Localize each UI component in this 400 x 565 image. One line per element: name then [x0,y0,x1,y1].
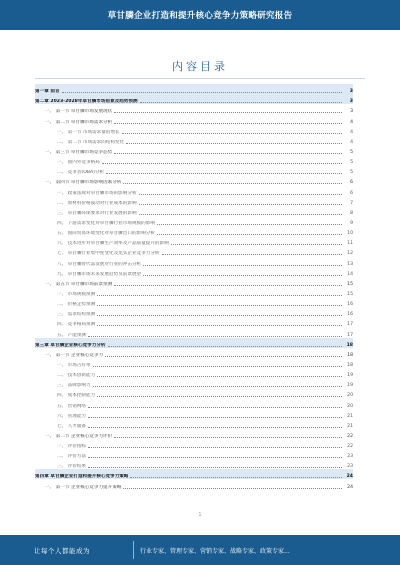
toc-leader-dots [123,183,342,184]
toc-entry-page: 3 [350,109,353,115]
toc-entry-page: 21 [347,423,353,429]
toc-entry-page: 4 [350,129,353,135]
toc-entry[interactable] [35,84,353,94]
toc-entry-title: 第四章 草甘膦企业打造和提升核心竞争力策略 [35,474,129,480]
toc-entry-title: 七、 草甘膦行业集中度变化及龙头企业竞争力分析 [57,251,160,257]
toc-entry[interactable] [35,125,353,135]
toc-entry-title: 一、 第四节 草甘膦市场影响因素分析 [45,180,122,186]
footer-tagline: 行业专家、管理专家、营销专家、战略专家、政策专家... [140,548,290,555]
toc-entry[interactable] [35,358,353,368]
toc-entry-title: 二、 评价方法 [57,454,87,460]
toc-entry-page: 22 [347,433,353,439]
toc-entry-page: 17 [347,322,353,328]
toc-entry-page: 5 [350,160,353,166]
toc-entry[interactable] [35,338,353,348]
toc-entry-title: 二、 第二节 市场需求的结构变化 [57,139,125,145]
toc-entry-title: 二、 原材料价格波动对行业成本的影响 [57,200,137,206]
toc-entry[interactable] [35,145,353,155]
toc-entry-title: 一、 国内外竞争格局 [57,160,100,166]
toc-entry-title: 八、 草甘膦替代品发展对行业的冲击分析 [57,261,142,267]
toc-leader-dots [143,275,342,276]
toc-entry-title: 一、 政策法规对草甘膦市场的影响分析 [57,190,137,196]
toc-leader-dots [171,244,342,245]
toc-entry[interactable] [35,206,353,216]
toc-entry-title: 六、 技术进步对草甘膦生产效率及产品质量提升的影响 [57,241,169,247]
toc-entry[interactable] [35,317,353,327]
toc-leader-dots [114,285,342,286]
toc-entry-page: 5 [350,170,353,176]
toc-entry-page: 14 [347,271,353,277]
footer-slogan: 让每个人都能成为 [34,547,90,555]
toc-leader-dots [97,305,342,306]
footer-separator [133,541,134,559]
toc-leader-dots [97,295,342,296]
toc-leader-dots [139,214,342,215]
toc-entry[interactable] [35,398,353,408]
toc-entry-title: 一、 市场占有率 [57,362,91,368]
toc-leader-dots [143,265,342,266]
toc-entry-page: 15 [347,291,353,297]
toc-entry-title: 二、 技术创新能力 [57,373,96,379]
toc-entry[interactable] [35,185,353,195]
toc-entry-title: 一、 评价指标 [57,444,87,450]
toc-entry[interactable] [35,327,353,337]
toc-entry-page: 20 [347,393,353,399]
toc-entry-title: 一、 第二节 草甘膦市场需求分析 [45,119,113,125]
toc-leader-dots [126,143,342,144]
toc-entry-page: 3 [349,99,353,105]
toc-entry[interactable] [35,135,353,145]
toc-entry-title: 一、 市场规模预测 [57,291,96,297]
toc-leader-dots [88,336,342,337]
toc-entry-title: 一、 第一节 企业核心竞争力 [45,352,104,358]
toc-entry-page: 12 [347,251,353,257]
toc-leader-dots [88,467,342,468]
toc-leader-dots [157,224,342,225]
toc-entry-page: 6 [350,180,353,186]
toc-entry[interactable] [35,155,353,165]
toc-entry-title: 七、 人才储备 [57,423,87,429]
toc-leader-dots [139,194,342,195]
toc-entry-page: 3 [349,89,353,95]
toc-entry-title: 六、 管理能力 [57,413,87,419]
toc-entry-title: 一、 第二节 企业核心竞争力评价 [45,433,113,439]
toc-entry-page: 19 [347,383,353,389]
toc-leader-dots [108,346,342,347]
toc-leader-dots [106,173,342,174]
toc-leader-dots [62,92,342,93]
toc-entry-title: 五、 国际贸易环境变化对草甘膦出口的影响分析 [57,231,155,237]
toc-leader-dots [114,437,342,438]
toc-entry-page: 15 [347,281,353,287]
page-number: 1 [198,512,202,518]
toc-entry[interactable] [35,267,353,277]
toc-entry-page: 23 [347,454,353,460]
toc-leader-dots [157,234,342,235]
toc-leader-dots [88,447,342,448]
toc-entry[interactable] [35,348,353,358]
toc-leader-dots [93,386,342,387]
header-band [0,0,400,30]
toc-entry-page: 18 [347,362,353,368]
toc-leader-dots [97,396,342,397]
toc-entry-title: 第一章 前言 [35,89,60,95]
toc-entry-title: 五、 产能预测 [57,332,87,338]
toc-entry[interactable] [35,277,353,287]
toc-entry-title: 四、 成本控制能力 [57,393,96,399]
toc-entry-page: 17 [347,332,353,338]
toc-divider [35,78,365,79]
toc-entry[interactable] [35,368,353,378]
toc-entry[interactable] [35,459,353,469]
toc-entry[interactable] [35,479,353,489]
report-title: 草甘膦企业打造和提升核心竞争力策略研究报告 [107,11,293,21]
toc-entry-title: 九、 草甘膦市场未来发展趋势及前景展望 [57,271,142,277]
toc-leader-dots [88,427,342,428]
toc-entry-page: 11 [347,241,353,247]
toc-entry-title: 一、 第一节 草甘膦市场发展现状 [45,109,113,115]
toc-entry-title: 第三章 草甘膦企业核心竞争力分析 [35,342,106,348]
toc-entry-title: 二、 竞争者(OBA)分析 [57,170,105,176]
toc-entry-title: 一、 第五节 草甘膦市场前景预测 [45,281,113,287]
toc-entry-page: 4 [350,139,353,145]
toc-entry-page: 18 [347,352,353,358]
toc-leader-dots [88,457,342,458]
toc-entry[interactable] [35,175,353,185]
toc-entry-page: 6 [350,190,353,196]
toc-entry[interactable] [35,196,353,206]
toc-entry[interactable] [35,307,353,317]
toc-entry-page: 8 [350,210,353,216]
toc-entry[interactable] [35,378,353,388]
toc-entry-page: 5 [350,149,353,155]
toc-entry-title: 三、 草甘膦环保要求对行业发展的影响 [57,210,137,216]
toc-leader-dots [162,254,342,255]
toc-entry[interactable] [35,216,353,226]
toc-entry[interactable] [35,114,353,124]
toc-leader-dots [88,417,342,418]
toc-leader-dots [105,356,342,357]
toc-entry-title: 一、 第一节 企业核心竞争力提升策略 [45,484,122,490]
toc-entry-page: 9 [350,220,353,226]
toc-entry-page: 20 [347,403,353,409]
toc-entry-page: 7 [350,200,353,206]
toc-leader-dots [114,112,342,113]
toc-leader-dots [102,163,342,164]
toc-entry-title: 第二章 2023-2028年草甘膦市场前景及趋势预测 [35,99,138,105]
toc-leader-dots [97,315,342,316]
toc-entry[interactable] [35,469,353,479]
toc-entry-page: 16 [347,312,353,318]
toc-leader-dots [88,407,342,408]
toc-entry-title: 三、 品牌影响力 [57,383,91,389]
toc-entry[interactable] [35,297,353,307]
toc-leader-dots [139,204,342,205]
toc-entry[interactable] [35,409,353,419]
toc-leader-dots [122,133,342,134]
toc-heading: 内容目录 [172,60,228,73]
toc-entry-page: 24 [346,474,353,480]
toc-entry-title: 三、 评价结果 [57,464,87,470]
toc-list [35,84,353,490]
toc-entry[interactable] [35,236,353,246]
toc-entry-page: 22 [347,444,353,450]
toc-entry[interactable] [35,449,353,459]
toc-entry[interactable] [35,94,353,104]
toc-leader-dots [97,325,342,326]
toc-leader-dots [97,376,342,377]
toc-leader-dots [93,366,342,367]
toc-entry-title: 三、 需求结构预测 [57,312,96,318]
toc-entry-title: 五、 营销网络 [57,403,87,409]
toc-entry[interactable] [35,256,353,266]
toc-entry-page: 13 [347,261,353,267]
toc-entry[interactable] [35,287,353,297]
toc-entry[interactable] [35,439,353,449]
toc-entry-page: 24 [347,484,353,490]
toc-entry-page: 21 [347,413,353,419]
toc-entry-title: 四、 下游需求变化对草甘膦行业市场规模的影响 [57,220,155,226]
toc-entry-page: 4 [350,119,353,125]
toc-entry-page: 19 [347,373,353,379]
toc-leader-dots [114,153,342,154]
toc-entry-title: 一、 第一节 市场需求量的增长 [57,129,120,135]
toc-entry[interactable] [35,388,353,398]
toc-entry-title: 二、 价格走势预测 [57,302,96,308]
toc-entry-page: 16 [347,302,353,308]
toc-entry-page: 23 [347,464,353,470]
toc-leader-dots [130,477,342,478]
toc-entry[interactable] [35,419,353,429]
toc-entry-title: 四、 竞争格局预测 [57,322,96,328]
toc-leader-dots [140,102,342,103]
toc-entry[interactable] [35,165,353,175]
toc-leader-dots [123,488,342,489]
toc-entry-page: 10 [347,231,353,237]
toc-entry-title: 一、 第三节 草甘膦市场竞争态势 [45,149,113,155]
toc-entry[interactable] [35,429,353,439]
toc-entry[interactable] [35,246,353,256]
toc-entry[interactable] [35,226,353,236]
toc-leader-dots [114,123,342,124]
toc-entry-page: 18 [346,342,353,348]
footer-band [0,535,400,565]
toc-entry[interactable] [35,104,353,114]
